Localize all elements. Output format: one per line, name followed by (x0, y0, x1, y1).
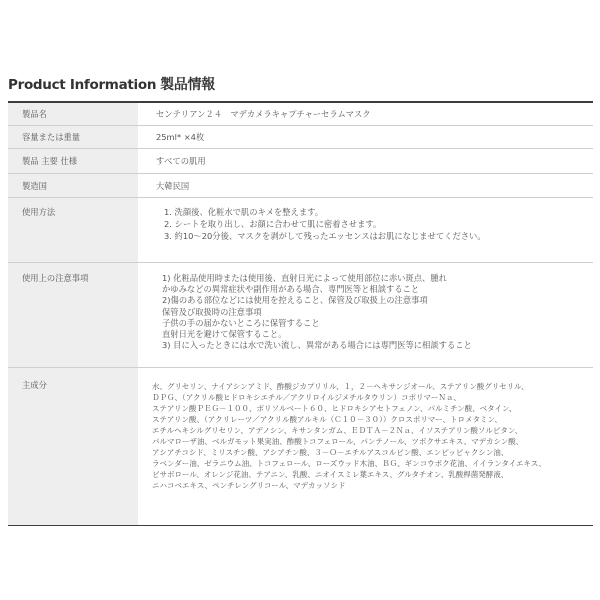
row-cautions (8, 263, 593, 368)
title-japanese: 製品情報 (160, 77, 215, 93)
origin-label: 製造国 (8, 174, 138, 197)
ingredient-line: ステアリン酸、（アクリレーツ／アクリル酸アルキル（Ｃ１０－３０））クロスポリマー、トロメタミン、 (152, 415, 502, 424)
skin-type-value: すべての肌用 (156, 156, 206, 166)
usage-step: 2. シートを取り出し、お顔に合わせて肌に密着させます。 (164, 219, 382, 229)
row-ingredients (8, 368, 593, 525)
caution-line: 2)傷のある部位などには使用を控えること、保管及び取扱上の注意事項 (162, 295, 428, 306)
cautions-label: 使用上の注意事項 (8, 263, 138, 367)
ingredients-label: 主成分 (8, 368, 138, 525)
usage-value (138, 198, 593, 262)
usage-label: 使用方法 (8, 198, 138, 262)
title-english: Product Information (8, 77, 157, 93)
ingredient-line: 水、グリセリン、ナイアシンアミド、酢酸ジカプリリル、１，２－ヘキサンジオール、ステアリン酸グリセリル、 (152, 382, 529, 391)
caution-line: 保管及び取扱時の注意事項 (162, 306, 262, 317)
ingredient-line: エチルヘキシルグリセリン、アデノシン、キサンタンガム、ＥＤＴＡ－２Ｎａ、イソステアリン酸ソルビタン、 (152, 426, 523, 435)
cautions-value (138, 263, 593, 367)
caution-line: 3) 目に入ったときには水で洗い流し、異常がある場合には専門医等に相談すること (162, 340, 472, 351)
usage-step: 1. 洗顔後、化粧水で肌のキメを整えます。 (164, 207, 324, 217)
ingredient-line: ステアリン酸ＰＥＧ－１００、ポリソルベート６０、ヒドロキシアセトフェノン、パルミチン酸、ベタイン、 (152, 404, 517, 413)
caution-line: 1) 化粧品使用時または使用後、直射日光によって使用部位に赤い斑点、腫れ (162, 273, 447, 283)
product-name-label: 製品名 (8, 103, 138, 125)
row-origin (8, 174, 593, 198)
product-name-value: センテリアン２４ マデカメラキャプチャーセラムマスク (156, 109, 371, 119)
row-product-name (8, 103, 593, 126)
origin-value: 大韓民国 (156, 180, 190, 191)
ingredients-value (138, 368, 593, 525)
row-skin-type (8, 149, 593, 174)
skin-type-label: 製品 主要 仕様 (8, 149, 138, 173)
caution-line: かゆみなどの異常症状や副作用がある場合、専門医等と相談すること (162, 284, 420, 295)
ingredient-line: ニハコベエキス、ペンチレングリコール、マデカッソシド (152, 481, 346, 490)
capacity-label: 容量または重量 (8, 126, 138, 148)
ingredient-line: アシアチコシド、ミリスチン酸、アシアチン酸、３－Ｏ－エチルアスコルビン酸、エンピッビャクシン油、 (152, 448, 509, 457)
usage-step: 3. 約10～20分後、マスクを剥がして残ったエッセンスはお肌になじませてください。 (164, 231, 486, 241)
page-title (8, 74, 215, 94)
ingredient-line: ビサボロール、オレンジ花油、テアニン、乳酸、ニオイスミレ葉エキス、グルタチオン、乳酸桿菌発酵液、 (152, 470, 509, 479)
product-info-table (8, 101, 593, 526)
row-capacity (8, 126, 593, 149)
row-usage (8, 198, 593, 263)
ingredient-line: ＤＰＧ、（アクリル酸ヒドロキシエチル／アクリロイルジメチルタウリン）コポリマーＮａ、 (152, 393, 461, 402)
ingredient-line: ラベンダー油、ゼラニウム油、トコフェロール、ローズウッド木油、ＢＧ、ギンコウボク花油、イイランタイエキス、 (152, 459, 547, 468)
caution-line: 直射日光を避けて保管すること。 (162, 329, 287, 340)
capacity-value: 25ml* ×4枚 (156, 132, 205, 142)
ingredient-line: パルマローザ油、ベルガモット果実油、酢酸トコフェロール、パンテノール、ツボクサエキス、マデカシン酸、 (152, 437, 524, 446)
caution-line: 子供の手の届かないところに保管すること (162, 317, 320, 328)
